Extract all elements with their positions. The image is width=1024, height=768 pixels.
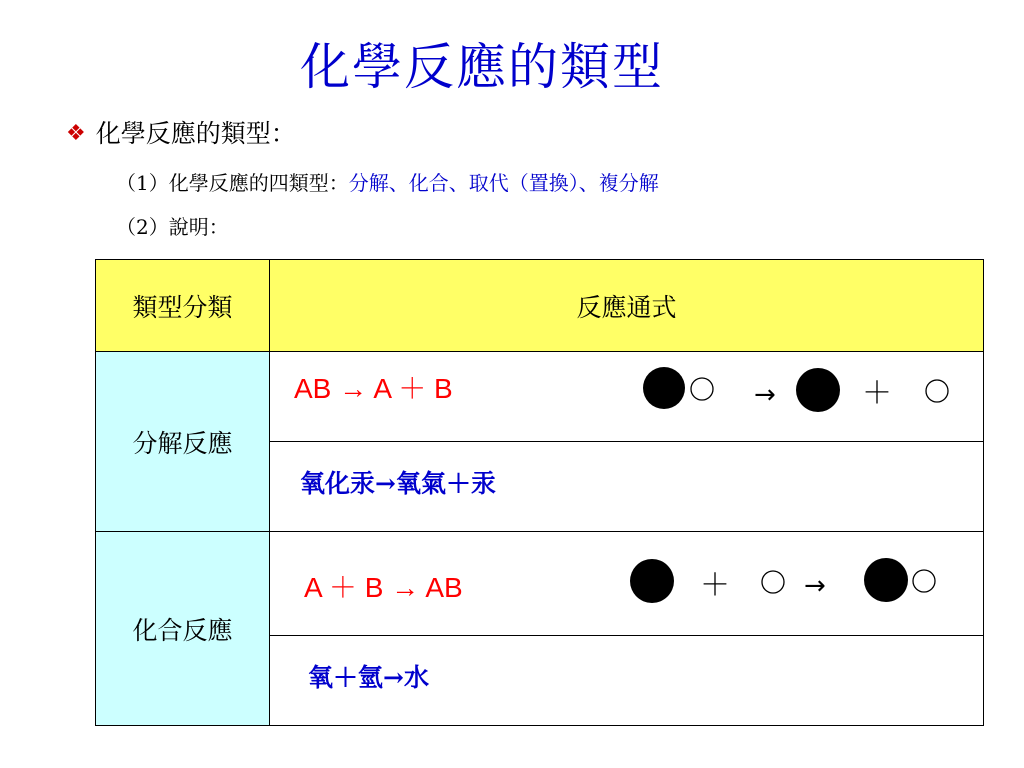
combination-example: 氧＋氫→水: [308, 663, 429, 692]
decomposition-example-cell: [270, 442, 984, 532]
diagram-plus: ＋: [700, 568, 730, 603]
category-combination: 化合反應: [96, 532, 270, 726]
header-category: 類型分類: [96, 260, 270, 352]
table-header-row: [96, 260, 984, 352]
particle-b-icon: [913, 570, 935, 592]
particle-b-icon: [762, 571, 784, 593]
diamond-bullet-icon: ❖: [66, 121, 86, 146]
combination-formula: A ＋ B → AB: [304, 572, 463, 603]
table-row: [96, 352, 984, 442]
reaction-types-prefix: （1）化學反應的四類型：: [116, 171, 349, 195]
particle-a-icon: [630, 559, 674, 603]
bullet-line: [66, 116, 296, 152]
header-general-formula: 反應通式: [270, 260, 984, 352]
reaction-table: [95, 259, 984, 726]
diagram-plus: ＋: [862, 376, 892, 411]
explanation-line: （2）說明：: [116, 215, 229, 239]
combination-example-cell: [270, 636, 984, 726]
reaction-types-line: [116, 168, 659, 198]
particle-a-icon: [796, 368, 840, 412]
combination-formula-cell: [270, 532, 984, 636]
bullet-text: 化學反應的類型：: [95, 119, 296, 148]
reaction-types-list: 分解、化合、取代（置換）、複分解: [348, 171, 659, 195]
decomposition-example: 氧化汞→氧氣＋汞: [300, 469, 496, 498]
table-row: [96, 532, 984, 636]
category-decomposition: 分解反應: [96, 352, 270, 532]
page-title: 化學反應的類型: [300, 38, 664, 96]
decomposition-formula-cell: [270, 352, 984, 442]
diagram-arrow: →: [804, 571, 826, 601]
decomposition-formula: AB → A ＋ B: [294, 373, 453, 404]
diagram-arrow: →: [754, 380, 776, 410]
particle-a-icon: [864, 558, 908, 602]
particle-b-icon: [691, 378, 713, 400]
particle-a-icon: [643, 367, 685, 409]
particle-b-icon: [926, 380, 948, 402]
decomposition-particle-diagram: [270, 352, 982, 441]
combination-particle-diagram: [270, 532, 982, 635]
